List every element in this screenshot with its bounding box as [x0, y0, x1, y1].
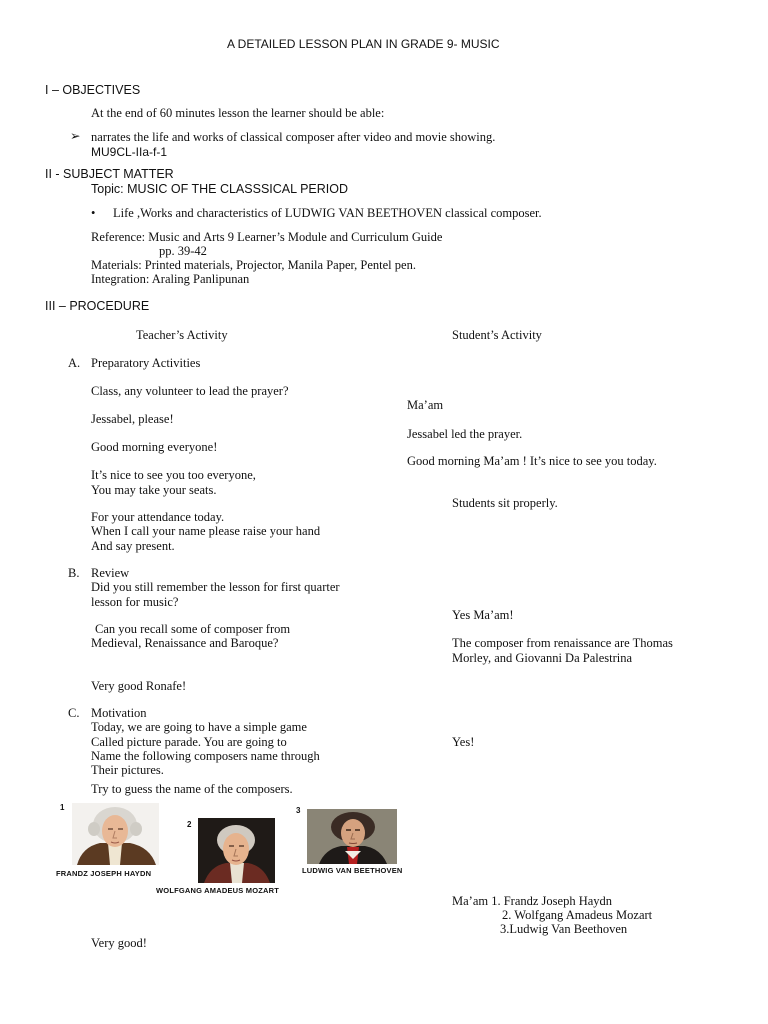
teacher-line: Very good!	[91, 936, 147, 950]
section-b-letter: B.	[68, 566, 80, 580]
picture-number: 3	[296, 806, 301, 815]
student-line: Yes Ma’am!	[452, 608, 514, 622]
composer-caption: WOLFGANG AMADEUS MOZART	[156, 886, 280, 895]
objectives-heading: I – OBJECTIVES	[45, 83, 141, 97]
teacher-line: Medieval, Renaissance and Baroque?	[91, 636, 279, 650]
page-title: A DETAILED LESSON PLAN IN GRADE 9- MUSIC	[227, 37, 500, 51]
student-line: Good morning Ma’am ! It’s nice to see you today.	[407, 454, 657, 468]
teacher-line: Did you still remember the lesson for first quarter	[91, 580, 340, 594]
materials-line: Materials: Printed materials, Projector, Manila Paper, Pentel pen.	[91, 258, 416, 272]
student-line: The composer from renaissance are Thomas	[452, 636, 673, 650]
teacher-line: And say present.	[91, 539, 175, 553]
student-line: Students sit properly.	[452, 496, 558, 510]
section-b-title: Review	[91, 566, 130, 580]
teacher-line: Good morning everyone!	[91, 440, 218, 454]
teacher-line: You may take your seats.	[91, 483, 217, 497]
student-line: Yes!	[452, 735, 475, 749]
section-c-letter: C.	[68, 706, 80, 720]
teacher-line: For your attendance today.	[91, 510, 225, 524]
teacher-line: When I call your name please raise your hand	[91, 524, 321, 538]
teacher-line: Class, any volunteer to lead the prayer?	[91, 384, 289, 398]
integration-line: Integration: Araling Panlipunan	[91, 272, 250, 286]
teacher-line: Name the following composers name through	[91, 749, 320, 763]
subject-item: Life ,Works and characteristics of LUDWIG VAN BEETHOVEN classical composer.	[113, 206, 542, 220]
arrow-bullet-icon: ➢	[70, 129, 81, 143]
teacher-line: Their pictures.	[91, 763, 164, 777]
student-answer: 2. Wolfgang Amadeus Mozart	[502, 908, 653, 922]
picture-number: 1	[60, 803, 65, 812]
teacher-line: Called picture parade. You are going to	[91, 735, 287, 749]
teacher-line: Try to guess the name of the composers.	[91, 782, 293, 796]
student-answer: 3.Ludwig Van Beethoven	[500, 922, 628, 936]
topic-line: Topic: MUSIC OF THE CLASSSICAL PERIOD	[91, 182, 349, 196]
teacher-line: Very good Ronafe!	[91, 679, 187, 693]
student-line: Morley, and Giovanni Da Palestrina	[452, 651, 633, 665]
reference-line: Reference: Music and Arts 9 Learner’s Module and Curriculum Guide	[91, 230, 443, 244]
competency-code: MU9CL-IIa-f-1	[91, 145, 168, 159]
student-activity-header: Student’s Activity	[452, 328, 542, 342]
teacher-line: Can you recall some of composer from	[95, 622, 291, 636]
procedure-heading: III – PROCEDURE	[45, 299, 150, 313]
student-line: Ma’am	[407, 398, 444, 412]
dot-bullet-icon: •	[91, 206, 96, 220]
teacher-line: Today, we are going to have a simple game	[91, 720, 307, 734]
student-answer: Ma’am 1. Frandz Joseph Haydn	[452, 894, 613, 908]
student-line: Jessabel led the prayer.	[407, 427, 523, 441]
teacher-line: Jessabel, please!	[91, 412, 174, 426]
section-a-title: Preparatory Activities	[91, 356, 201, 370]
objective-item: narrates the life and works of classical composer after video and movie showing.	[91, 130, 496, 144]
reference-pages: pp. 39-42	[159, 244, 207, 258]
objectives-intro: At the end of 60 minutes lesson the learner should be able:	[91, 106, 385, 120]
picture-number: 2	[187, 820, 192, 829]
beethoven-portrait	[307, 809, 397, 864]
teacher-line: It’s nice to see you too everyone,	[91, 468, 256, 482]
composer-caption: FRANDZ JOSEPH HAYDN	[56, 869, 152, 878]
section-a-letter: A.	[68, 356, 81, 370]
mozart-portrait	[198, 818, 275, 883]
section-c-title: Motivation	[91, 706, 147, 720]
subject-matter-heading: II - SUBJECT MATTER	[45, 167, 174, 181]
teacher-line: lesson for music?	[91, 595, 179, 609]
composer-caption: LUDWIG VAN BEETHOVEN	[302, 866, 403, 875]
teacher-activity-header: Teacher’s Activity	[136, 328, 228, 342]
haydn-portrait	[72, 803, 159, 865]
